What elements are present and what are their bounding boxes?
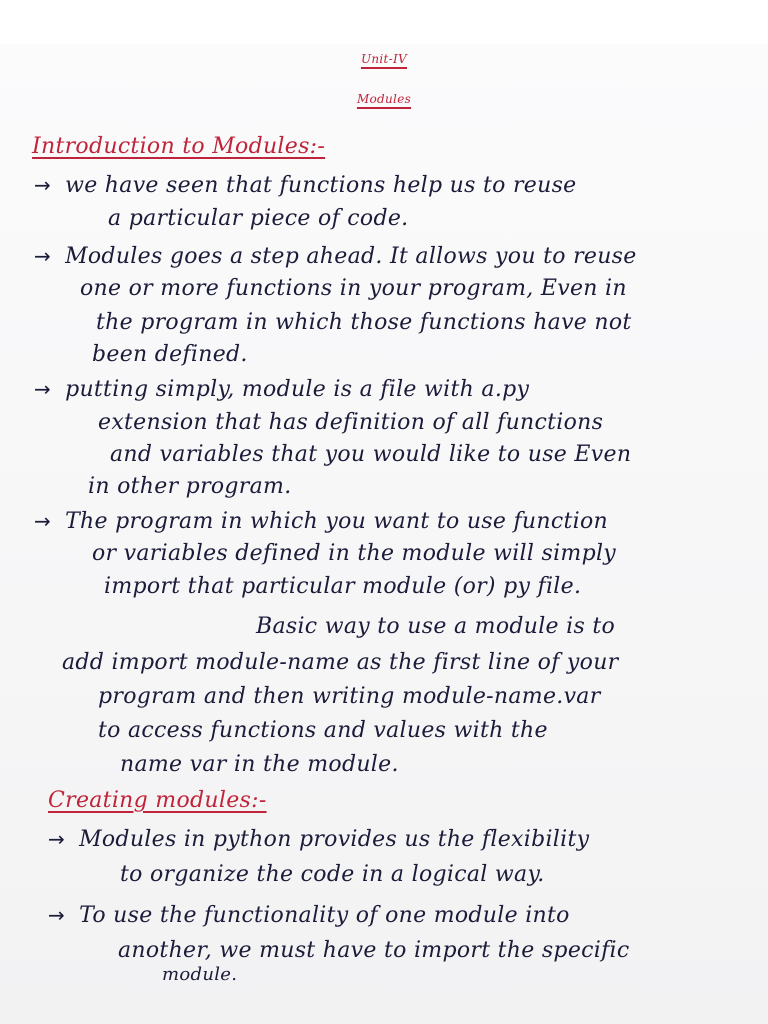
line-text: To use the functionality of one module into [79,903,570,928]
line-text: module. [162,964,238,985]
line-text: one or more functions in your program, Even in [80,276,627,301]
line-text: add import module-name as the first line of your [62,650,619,675]
line-text: the program in which those functions have not [96,310,632,335]
line-text: import that particular module (or) py file. [104,574,582,599]
line-text: in other program. [88,474,292,499]
arrow-icon: → [34,377,52,401]
arrow-icon: → [34,509,52,533]
arrow-icon: → [34,244,52,268]
page-title: Modules [356,92,412,106]
bullet-line [48,826,589,853]
bullet-line [48,902,570,929]
bullet-line [34,508,608,535]
line-text: name var in the module. [120,752,399,777]
arrow-icon: → [48,903,66,927]
line-text: The program in which you want to use function [65,509,608,534]
line-text: Modules in python provides us the flexibility [79,827,590,852]
line-text: putting simply, module is a file with a.py [65,377,530,402]
line-text: to organize the code in a logical way. [120,862,545,887]
section-heading-creating-modules: Creating modules:- [48,788,267,813]
line-text: or variables defined in the module will simply [92,541,617,566]
bullet-line [34,376,529,403]
line-text: we have seen that functions help us to reuse [65,173,577,198]
arrow-icon: → [34,173,52,197]
line-text: program and then writing module-name.var [98,684,601,709]
line-text: extension that has definition of all functions [98,410,604,435]
line-text: to access functions and values with the [98,718,548,743]
line-text: a particular piece of code. [108,206,409,231]
section-heading-introduction: Introduction to Modules:- [32,134,326,159]
line-text: another, we must have to import the specific [118,938,630,963]
unit-heading: Unit-IV [360,52,408,66]
bullet-line [34,243,637,270]
line-text: and variables that you would like to use Even [110,442,632,467]
top-margin [0,0,768,44]
line-text: been defined. [92,342,248,367]
line-text: Basic way to use a module is to [256,614,616,639]
line-text: Modules goes a step ahead. It allows you to reuse [65,244,637,269]
arrow-icon: → [48,827,66,851]
bullet-line [34,172,577,199]
